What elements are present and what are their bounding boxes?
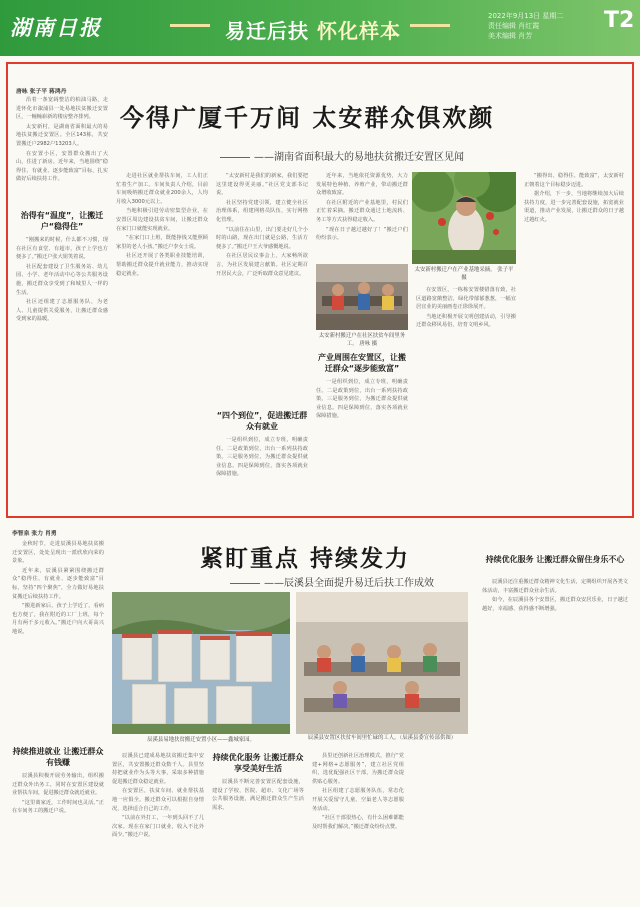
paragraph: “现在日子越过越好了！”搬迁户们纷纷表示。: [316, 226, 408, 242]
page-number: T2: [604, 8, 635, 33]
paragraph: 辰溪县还注重搬迁群众精神文化生活，定期组织开展各类文体活动，丰富搬迁群众业余生活。: [482, 579, 628, 594]
paragraph: “刚搬来的时候，什么都不习惯，现在社区有食堂、有超市，孩子上学也方便多了。”搬迁户张大姐笑着说。: [16, 237, 108, 261]
story1-column-3: [216, 172, 308, 402]
channel-title: [225, 15, 401, 44]
story2-section-heading-b: 持续优化服务 让搬迁群众享受美好生活: [212, 753, 304, 773]
story2-section-heading-c: 持续优化服务 让搬迁群众留住身乐不心: [485, 555, 625, 564]
channel-title-a: 易迁后扶: [225, 19, 309, 43]
paragraph: 社区配套建设了卫生服务站、幼儿园、小学、老年活动中心等公共服务设施，搬迁群众享受到了和城里人一样的生活。: [16, 263, 108, 296]
story1-left-column: [16, 96, 108, 206]
story2-headline: 紧盯重点 持续发力: [200, 545, 411, 572]
story1-subhead: ——湖南省面积最大的易地扶贫搬迁安置区见闻: [220, 148, 464, 163]
paragraph: “搬进新家后，孩子上学近了，看病也方便了，我在附近的工厂上班，每个月有两千多元收入。”搬迁户向大哥高兴地说。: [12, 603, 104, 635]
paragraph: 金秋时节，走进辰溪县易地扶贫搬迁安置区，处处呈现出一派欣欣向荣的景象。: [12, 541, 104, 565]
story2-column-4: [312, 752, 404, 902]
workshop-illustration: [316, 264, 408, 330]
story2-byline: 李智泉 张力 肖勇: [12, 531, 57, 537]
story1-column-2: [116, 172, 208, 502]
paragraph: 近年来，当地依托资源优势，大力发展特色种植、养殖产业，带动搬迁群众增收致富。: [316, 173, 408, 197]
newspaper-logo: 湖南日报: [10, 15, 102, 40]
story1-column-3b: [216, 436, 308, 506]
paragraph: 在安置区，一栋栋安置楼错落有致，社区道路宽敞整洁，绿化带郁郁葱葱，一幅宜居宜业的美丽画卷正徐徐展开。: [416, 287, 516, 311]
subhead-dash: [220, 157, 250, 158]
story1-column-6: [524, 172, 624, 506]
story1-section-heading-c: 产业周围在安置区，让搬迁群众“逐步能致富”: [318, 353, 406, 373]
story1-section-heading-b: “四个到位”，促进搬迁群众有就业: [216, 411, 308, 431]
paragraph: 据介绍，下一步，当地将继续加大后续扶持力度，进一步完善配套设施，拓宽就业渠道，推动产业发展，让搬迁群众的日子越过越红火。: [524, 191, 624, 223]
paragraph: 太安新村，是湖南省面积最大的易地扶贫搬迁安置区。全区143栋，共安置搬迁户2982户13203人。: [16, 123, 108, 147]
story2-subhead: ——辰溪县全面提升易迁后扶工作成效: [230, 574, 434, 589]
paragraph: “这里离家近，工作时间也灵活。”正在车间务工的搬迁户说。: [12, 799, 104, 815]
issue-editor: 责任编辑 肖红霞: [488, 22, 540, 30]
paragraph: 在社区居民议事会上，大家畅所欲言，为社区发展建言献策。社区定期召开居民大会，广泛听取群众意见建议。: [216, 253, 308, 277]
paragraph: 辰溪县积极开展劳务输出，组织搬迁群众外出务工，同时在安置区建设就业帮扶车间，促进搬迁群众就近就业。: [12, 773, 104, 797]
masthead: [0, 0, 640, 56]
issue-date: 2022年9月13日 星期二: [488, 12, 564, 20]
paragraph: 当地还积极开展文明创建活动，引导搬迁群众移风易俗，培育文明乡风。: [416, 313, 516, 329]
paragraph: 在安置小区，安置群众搬出了大山，住进了新房。近年来，当地围绕“稳得住、有就业、逐步能致富”目标，扎实做好后续扶持工作。: [16, 150, 108, 183]
subhead-dash: [230, 583, 260, 584]
story2-photo-estate-caption: 辰溪县易地扶贫搬迁安置小区——鑫城家园。: [147, 737, 255, 743]
story2-left-column-b: [12, 772, 104, 902]
story1-byline: 唐咏 张子平 蒋鸿丹: [16, 89, 67, 95]
story1-photo-orchard: [412, 172, 516, 264]
paragraph: “太安新村是我们的新家，我们要把这里建设得更美丽。”社区党支部书记说。: [216, 173, 308, 197]
paragraph: 社区还组建了志愿服务队，为老人、儿童提供关爱服务，让搬迁群众感受到家的温暖。: [16, 299, 108, 323]
story2-column-3: [212, 778, 304, 902]
paragraph: 近年来，辰溪县紧紧围绕搬迁群众“稳得住、有就业、逐步能致富”目标，坚持“四个聚焦”，全力做好易地扶贫搬迁后续扶持工作。: [12, 567, 104, 600]
story1-column-4b: [316, 378, 408, 506]
paragraph: 在安置区，扶贫车间、就业帮扶基地一应俱全。搬迁群众可以根据自身情况，选择适合自己的工作。: [112, 788, 204, 812]
paragraph: “以前在外打工，一年到头回不了几次家。现在在家门口就业，收入不比外面少。”搬迁户说。: [112, 815, 204, 839]
story2-photo-workshop-caption: 辰溪县安置区扶贫车间里忙碌的工人。（辰溪县委宣传部供图）: [307, 735, 457, 741]
paragraph: “以前住在山里，出门要走好几个小时的山路，现在出门就是公路，生活方便多了。”搬迁户王大爷感慨地说。: [216, 226, 308, 250]
paragraph: “社区干部很热心，有什么困难都能及时帮我们解决。”搬迁群众纷纷点赞。: [312, 815, 404, 830]
paragraph: 当地积极引进劳动密集型企业，在安置区周边建设扶贫车间，让搬迁群众在家门口就能实现就业。: [116, 208, 208, 232]
paragraph: 走进社区就业帮扶车间，工人们正忙着生产加工。车间负责人介绍，目前车间吸纳搬迁群众就业200余人，人均月收入3000元以上。: [116, 173, 208, 205]
factory-illustration: [296, 592, 468, 734]
issue-designer: 美术编辑 肖芳: [488, 32, 533, 40]
paragraph: 辰溪县不断完善安置区配套设施，建设了学校、医院、超市、文化广场等公共服务设施，满足搬迁群众生产生活需求。: [212, 779, 304, 811]
paragraph: “搬得出、稳得住、能致富”，太安新村正朝着这个目标稳步迈进。: [524, 173, 624, 188]
story1-photo-orchard-caption: 太安新村搬迁户在产业基地采摘。 张子平 摄: [414, 267, 514, 281]
paragraph: 辰溪县已建成易地扶贫搬迁集中安置区，共安置搬迁群众数千人。县里坚持把就业作为头等大事，采取多种措施促进搬迁群众稳定就业。: [112, 753, 204, 785]
story2-column-5: [482, 578, 628, 902]
paragraph: 一是组织到位，成立专班，明确责任。二是政策到位，出台一系列扶持政策。三是服务到位，为搬迁群众提供就业信息。四是保障到位，落实各项就业保障措施。: [216, 437, 308, 478]
paragraph: 社区坚持党建引领，建立健全社区治理体系，组建网格员队伍，实行网格化管理。: [216, 199, 308, 223]
orchard-illustration: [412, 172, 516, 264]
paragraph: 如今，在辰溪县各个安置区，搬迁群众安居乐业，日子越过越好，幸福感、获得感不断增强。: [482, 597, 628, 612]
story1-section-heading-a: 治得有“温度”，让搬迁户“稳得住”: [20, 211, 104, 231]
paragraph: 社区还开展了各类职业技能培训，帮助搬迁群众提升就业能力，推动实现稳定就业。: [116, 253, 208, 277]
story1-photo-workshop-caption: 太安新村搬迁户在社区扶贫车间里务工。 唐咏 摄: [318, 333, 406, 347]
paragraph: 在社区附近的产业基地里，村民们正忙着采摘。搬迁群众通过土地流转、务工等方式获得稳定收入。: [316, 199, 408, 223]
paragraph: 社区组建了志愿服务队伍，常态化开展关爱留守儿童、空巢老人等志愿服务活动。: [312, 788, 404, 812]
story2-photo-workshop: [296, 592, 468, 734]
masthead-ornament-left: [170, 24, 210, 27]
paragraph: “在家门口上班，既能挣钱又能照顾家里的老人小孩。”搬迁户李女士说。: [116, 235, 208, 250]
story1-headline: 今得广厦千万间 太安群众俱欢颜: [120, 103, 495, 132]
story2-photo-resettlement-estate: [112, 592, 290, 734]
story1-column-5: [416, 286, 516, 506]
story1-column-4: [316, 172, 408, 262]
masthead-ornament-right: [410, 24, 450, 27]
story2-left-column: [12, 540, 104, 740]
issue-info: [488, 11, 563, 41]
paragraph: 县里还创新社区治理模式，推行“党建+网格+志愿服务”，建立社区党组织，选优配强社区干部，为搬迁群众提供贴心服务。: [312, 753, 404, 785]
estate-illustration: [112, 592, 290, 734]
story1-left-column-b: [16, 236, 108, 506]
story2-column-2: [112, 752, 204, 902]
paragraph: 沿着一条宽阔整洁的柏油马路，走进怀化市溆浦县一处易地扶贫搬迁安置区，一幢幢崭新的楼房整齐排列。: [16, 97, 108, 121]
story1-photo-workshop: [316, 264, 408, 330]
channel-title-b: 怀化样本: [316, 19, 401, 43]
paragraph: 一是组织到位，成立专班，明确责任。二是政策到位，出台一系列扶持政策。三是服务到位，为搬迁群众提供就业信息。四是保障到位，落实各项就业保障措施。: [316, 379, 408, 420]
story2-section-heading-a: 持续推进就业 让搬迁群众有钱赚: [12, 747, 104, 767]
